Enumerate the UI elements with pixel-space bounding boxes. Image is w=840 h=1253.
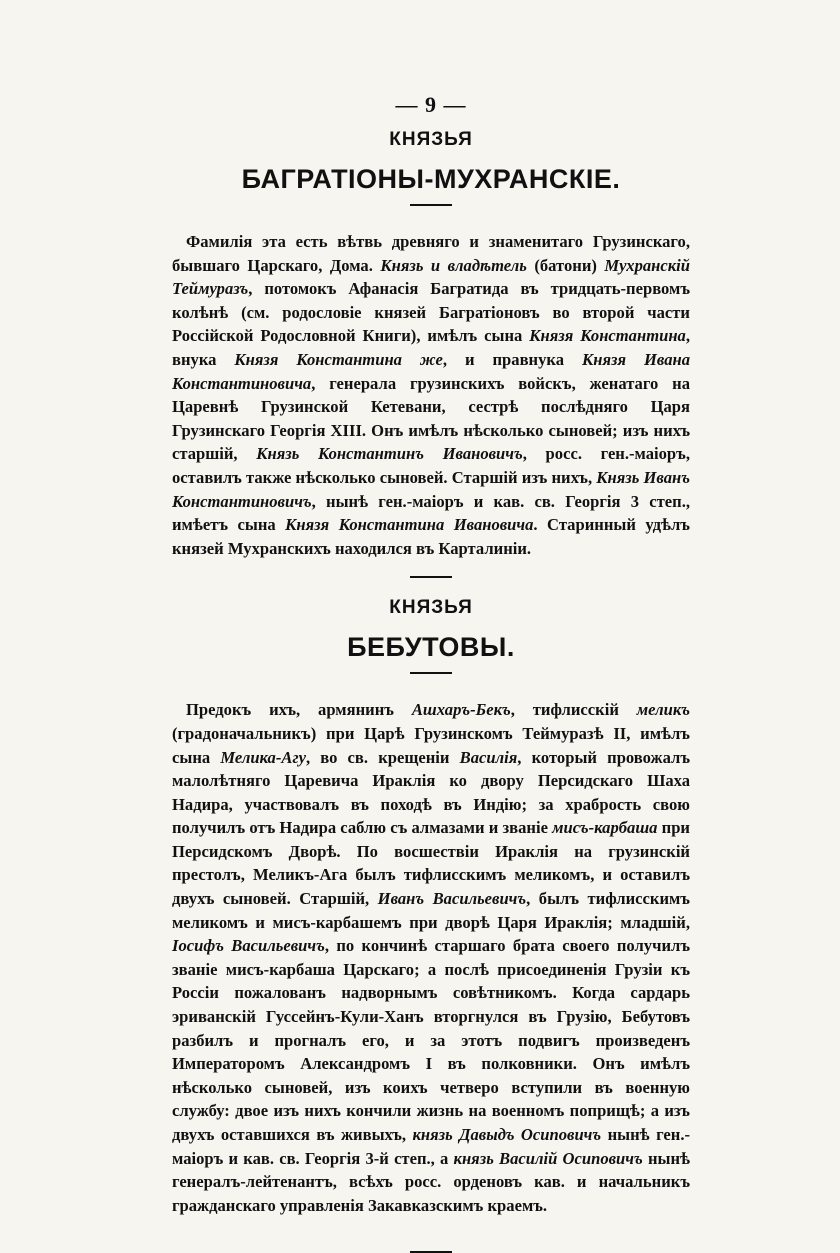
section-divider (410, 576, 452, 578)
text-run: , который провожалъ малолѣтняго Царевича Ираклія ко двору Персидскаго Шаха Надира, участвовалъ въ походѣ въ Индію; за храбрость свою получилъ отъ Надира саблю съ алмазами и званіе (172, 747, 690, 838)
text-run: , потомокъ Афанасія Багратида въ тридцать-первомъ колѣнѣ (см. родословіе князей Багратіоновъ во второй части Россійской Родословной Книги), имѣлъ сына (172, 279, 690, 346)
section-paragraph (172, 698, 690, 1217)
section-title: БЕБУТОВЫ. (347, 632, 515, 663)
text-run: , росс. ген.-маіоръ, оставилъ также нѣсколько сыновей. Старшій изъ нихъ, (172, 444, 690, 487)
section-bagrationy-mukhranskie (172, 128, 690, 578)
text-run: (градоначальникъ) при Царѣ Грузинскомъ Теймуразѣ II, имѣлъ сына (172, 723, 690, 767)
text-run: , и правнука (442, 349, 582, 369)
text-run: , по кончинѣ старшаго брата своего получилъ званіе мисъ-карбаша Царскаго; а послѣ присоединенія Грузіи къ Россіи пожалованъ надворнымъ совѣтникомъ. Когда сардарь эриванскій Гуссейнъ-Кули-Ханъ вторгнулся въ Грузію, Бебутовъ разбилъ и прогналъ его, и за этотъ подвигъ произведенъ Императоромъ Александромъ I въ полковники. Онъ имѣлъ нѣсколько сыновей, изъ коихъ четверо вступили въ военную службу: двое изъ нихъ кончили жизнь на военномъ поприщѣ; а изъ двухъ оставшихся въ живыхъ, (172, 936, 690, 1144)
italic-name-run: меликъ (636, 700, 690, 720)
italic-name-run: князь Василій Осиповичъ (453, 1148, 643, 1168)
page-number: — 9 — (395, 92, 467, 117)
section-paragraph (172, 230, 690, 560)
italic-name-run: князь Давыдъ Осиповичъ (412, 1125, 602, 1144)
text-run: при Персидскомъ Дворѣ. По восшествіи Ираклія на грузинскій престолъ, Меликъ-Ага былъ тифлисскимъ меликомъ, и оставилъ двухъ сыновей. Старшій, (172, 818, 690, 909)
text-run: . Старинный удѣлъ князей Мухранскихъ находился въ Карталиніи. (172, 515, 690, 558)
section-label: КНЯЗЬЯ (389, 129, 473, 150)
section-title: БАГРАТІОНЫ-МУХРАНСКІЕ. (241, 164, 621, 194)
book-page (172, 92, 690, 1253)
text-run: , внука (172, 326, 690, 369)
text-run: нынѣ генералъ-лейтенантъ, всѣхъ росс. орденовъ кав. и начальникъ гражданскаго управленія Закавказскимъ краемъ. (172, 1148, 690, 1215)
title-rule (410, 672, 452, 674)
text-run: Предокъ ихъ, армянинъ (186, 700, 412, 720)
text-run: , генерала грузинскихъ войскъ, женатаго на Царевнѣ Грузинской Кетевани, сестрѣ послѣдняго Царя Грузинскаго Георгія XIII. Онъ имѣлъ нѣсколько сыновей; изъ нихъ старшій, (172, 373, 690, 464)
italic-name-run: Ашхаръ-Бекъ (411, 700, 511, 720)
italic-name-run: Князь Константинъ Ивановичъ (256, 444, 523, 464)
italic-name-run: мисъ-карбаша (552, 818, 658, 838)
italic-name-run: Князя Ивана Константиновича (172, 349, 690, 393)
title-rule (410, 204, 452, 206)
italic-name-run: Василія (459, 747, 518, 767)
section-bebutovy (172, 596, 690, 1253)
text-run: , былъ тифлисскимъ меликомъ и мисъ-карбашемъ при дворѣ Царя Ираклія; младшій, (172, 889, 690, 932)
section-label: КНЯЗЬЯ (389, 597, 473, 619)
italic-name-run: Князь и владѣтель (380, 255, 527, 275)
text-run: (батони) (526, 255, 605, 275)
text-run: , нынѣ ген.-маіоръ и кав. св. Георгія 3 степ., имѣетъ сына (172, 491, 690, 535)
text-run: Фамилія эта есть вѣтвь древняго и знаменитаго Грузинскаго, бывшаго Царскаго, Дома. (172, 232, 690, 275)
italic-name-run: Мухранскій Теймуразъ (172, 255, 691, 299)
italic-name-run: Князя Константина (529, 326, 686, 346)
italic-name-run: Иванъ Васильевичъ (377, 889, 527, 909)
italic-name-run: Мелика-Агу (220, 747, 306, 767)
text-run: , тифлисскій (510, 700, 637, 720)
text-run: нынѣ ген.-маіоръ и кав. св. Георгія 3-й степ., а (172, 1125, 690, 1168)
italic-name-run: Князя Константина Ивановича (285, 515, 534, 535)
text-run: , во св. крещеніи (305, 747, 460, 767)
italic-name-run: Іосифъ Васильевичъ (172, 936, 325, 956)
italic-name-run: Князь Иванъ Константиновичъ (172, 467, 690, 511)
italic-name-run: Князя Константина же (234, 349, 443, 369)
